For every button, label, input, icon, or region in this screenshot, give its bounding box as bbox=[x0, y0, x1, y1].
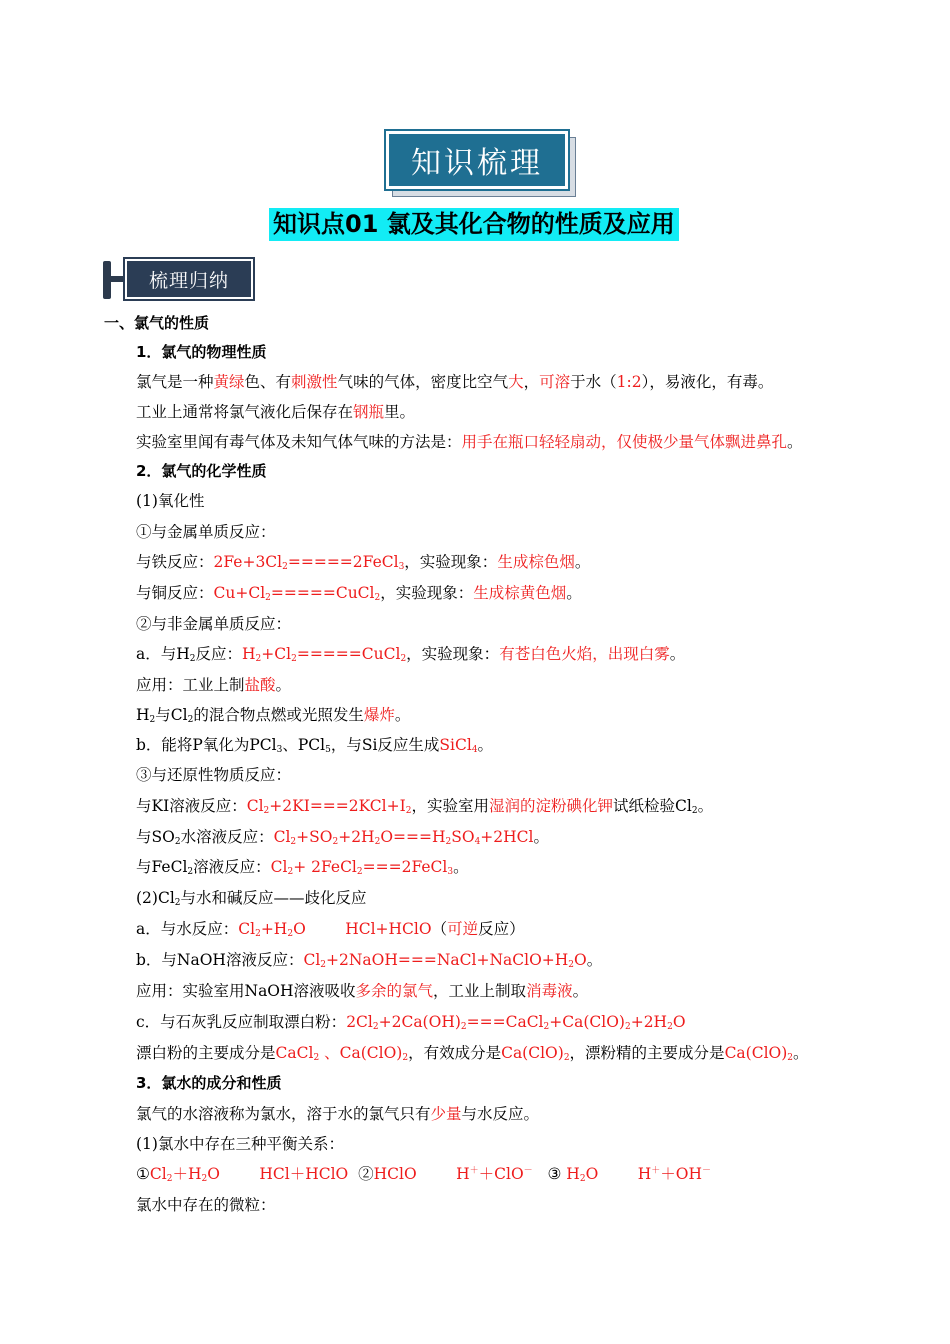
highlight-text: $Cl_2+2NaOH===NaCl+NaClO+H_2O$ bbox=[303, 951, 587, 970]
section-heading: 一、氯气的性质 bbox=[104, 314, 210, 332]
highlight-text: 刺激性 bbox=[291, 373, 338, 391]
text-line: 应用：工业上制盐酸。 bbox=[136, 676, 292, 694]
highlight-text: $Cl_2+$ 2FeCl$_2$===2FeCl$_3$ bbox=[270, 858, 454, 877]
text-line: $(2)Cl_2$与水和碱反应——歧化反应 bbox=[136, 889, 367, 908]
section-heading: 1．氯气的物理性质 bbox=[136, 343, 267, 361]
highlight-text: 生成棕黄色烟 bbox=[473, 584, 567, 602]
highlight-text: 大 bbox=[508, 373, 524, 391]
tag-bar bbox=[103, 261, 111, 299]
highlight-text: H＋＋ClO－ bbox=[456, 1165, 533, 1183]
highlight-text: $Cu+Cl_2=====CuCl_2$ bbox=[213, 584, 381, 603]
highlight-text: $Cl_2+SO_2+2H_2O===H_2SO_4+2HCl$ bbox=[273, 828, 534, 847]
text-line: a．与水反应：$Cl_2+H_2O$ HCl+HClO（可逆反应） bbox=[136, 920, 525, 939]
highlight-text: 多余的氯气 bbox=[355, 982, 434, 1000]
text-line: 工业上通常将氯气液化后保存在钢瓶里。 bbox=[136, 403, 416, 421]
highlight-text: H＋＋OH－ bbox=[637, 1165, 711, 1183]
tag-connector bbox=[111, 276, 125, 282]
highlight-text: $Cl_2+2KI===2KCl+I_2$ bbox=[246, 797, 412, 816]
text-line: 实验室里闻有毒气体及未知气体气味的方法是：用手在瓶口轻轻扇动，仅使极少量气体飘进鼻孔。 bbox=[136, 433, 803, 451]
text-line: 与铜反应：$Cu+Cl_2=====CuCl_2$，实验现象：生成棕黄色烟。 bbox=[136, 584, 582, 603]
knowledge-point-title: 知识点01 氯及其化合物的性质及应用 bbox=[269, 208, 679, 241]
text-line: 与FeCl$_2$溶液反应：$Cl_2+$ 2FeCl$_2$===2FeCl$_3$。 bbox=[136, 858, 469, 877]
highlight-text: 黄绿 bbox=[213, 373, 245, 391]
text-line: 氯气是一种黄绿色、有刺激性气味的气体，密度比空气大，可溶于水（1:2），易液化，有毒。 bbox=[136, 373, 774, 391]
highlight-text: 钢瓶 bbox=[353, 403, 385, 421]
text-line: 与铁反应：$2Fe+3Cl_2=====2FeCl_3$，实验现象：生成棕色烟。 bbox=[136, 553, 591, 572]
highlight-text: $H_2O$ bbox=[566, 1165, 599, 1184]
text-line: 氯水中存在的微粒： bbox=[136, 1196, 276, 1214]
highlight-text: 爆炸 bbox=[363, 706, 395, 724]
highlight-text: HCl＋HClO bbox=[259, 1165, 349, 1183]
text-line: 与KI溶液反应：$Cl_2+2KI===2KCl+I_2$，实验室用湿润的淀粉碘化钾试纸检验$Cl_2$。 bbox=[136, 797, 714, 816]
text-line: ③与还原性物质反应： bbox=[136, 766, 292, 784]
summary-tag bbox=[103, 259, 253, 301]
section-heading: 3．氯水的成分和性质 bbox=[136, 1074, 282, 1092]
section-heading: 2．氯气的化学性质 bbox=[136, 462, 267, 480]
highlight-text: 可逆 bbox=[447, 920, 479, 938]
highlight-text: 少量 bbox=[430, 1105, 462, 1123]
text-line: ①与金属单质反应： bbox=[136, 523, 276, 541]
text-line: 氯气的水溶液称为氯水，溶于水的氯气只有少量与水反应。 bbox=[136, 1105, 540, 1123]
text-line: (1)氯水中存在三种平衡关系： bbox=[136, 1135, 344, 1153]
highlight-text: 用手在瓶口轻轻扇动，仅使极少量气体飘进鼻孔 bbox=[461, 433, 788, 451]
banner-title: 知识梳理 bbox=[386, 131, 568, 189]
highlight-text: $2Cl_2+2Ca(OH)_2===CaCl_2+Ca(ClO)_2+2H_2O$ bbox=[346, 1013, 686, 1032]
highlight-text: $Cl_2+H_2O$ bbox=[149, 1165, 220, 1184]
highlight-text: SiCl$_4$ bbox=[439, 736, 478, 755]
text-line: $H_2$与$Cl_2$的混合物点燃或光照发生爆炸。 bbox=[136, 706, 411, 725]
text-line: 与$SO_2$水溶液反应：$Cl_2+SO_2+2H_2O===H_2SO_4+2HCl$。 bbox=[136, 828, 549, 847]
highlight-text: $H_2+Cl_2=====CuCl_2$ bbox=[242, 645, 407, 664]
text-line: ②与非金属单质反应： bbox=[136, 615, 292, 633]
text-line: a．与$H_2$反应：$H_2+Cl_2=====CuCl_2$，实验现象：有苍白色火焰，出现白雾。 bbox=[136, 645, 686, 664]
highlight-text: $Cl_2+H_2O$ bbox=[238, 920, 306, 939]
highlight-text: 1:2 bbox=[616, 373, 642, 391]
highlight-text: 盐酸 bbox=[244, 676, 276, 694]
highlight-text: 可溶 bbox=[539, 373, 571, 391]
highlight-text: 消毒液 bbox=[526, 982, 573, 1000]
highlight-text: $2Fe+3Cl_2=====2FeCl_3$ bbox=[213, 553, 405, 572]
highlight-text: HCl+HClO bbox=[345, 920, 432, 938]
tag-label: 梳理归纳 bbox=[125, 259, 253, 299]
section-banner bbox=[386, 131, 574, 195]
text-line: b．与NaOH溶液反应：$Cl_2+2NaOH===NaCl+NaClO+H_2O$。 bbox=[136, 951, 603, 970]
text-line: (1)氧化性 bbox=[136, 492, 205, 510]
text-line: b．能将P氧化为PCl$_3$、PCl$_5$，与Si反应生成SiCl$_4$。 bbox=[136, 736, 494, 755]
highlight-text: 有苍白色火焰，出现白雾 bbox=[499, 645, 670, 663]
text-line: 漂白粉的主要成分是CaCl$_2$ 、$Ca(ClO)_2$，有效成分是$Ca(ClO)_2$，漂粉精的主要成分是$Ca(ClO)_2$。 bbox=[136, 1044, 809, 1063]
highlight-text: $Ca(ClO)_2$ bbox=[501, 1044, 570, 1063]
highlight-text: $Ca(ClO)_2$ bbox=[724, 1044, 794, 1063]
text-line: c．与石灰乳反应制取漂白粉：$2Cl_2+2Ca(OH)_2===CaCl_2+Ca(ClO)_2+2H_2O$ bbox=[136, 1013, 686, 1032]
highlight-text: 湿润的淀粉碘化钾 bbox=[488, 797, 613, 815]
text-line: 应用：实验室用NaOH溶液吸收多余的氯气，工业上制取消毒液。 bbox=[136, 982, 589, 1000]
highlight-text: 生成棕色烟 bbox=[497, 553, 575, 571]
highlight-text: CaCl$_2$ 、$Ca(ClO)_2$ bbox=[275, 1044, 409, 1063]
highlight-text: HClO bbox=[373, 1165, 417, 1183]
text-line: $①Cl_2+H_2O$ HCl＋HClO ②HClO H＋＋ClO－ ③ $H_2O$ H＋＋OH－ bbox=[136, 1165, 711, 1184]
